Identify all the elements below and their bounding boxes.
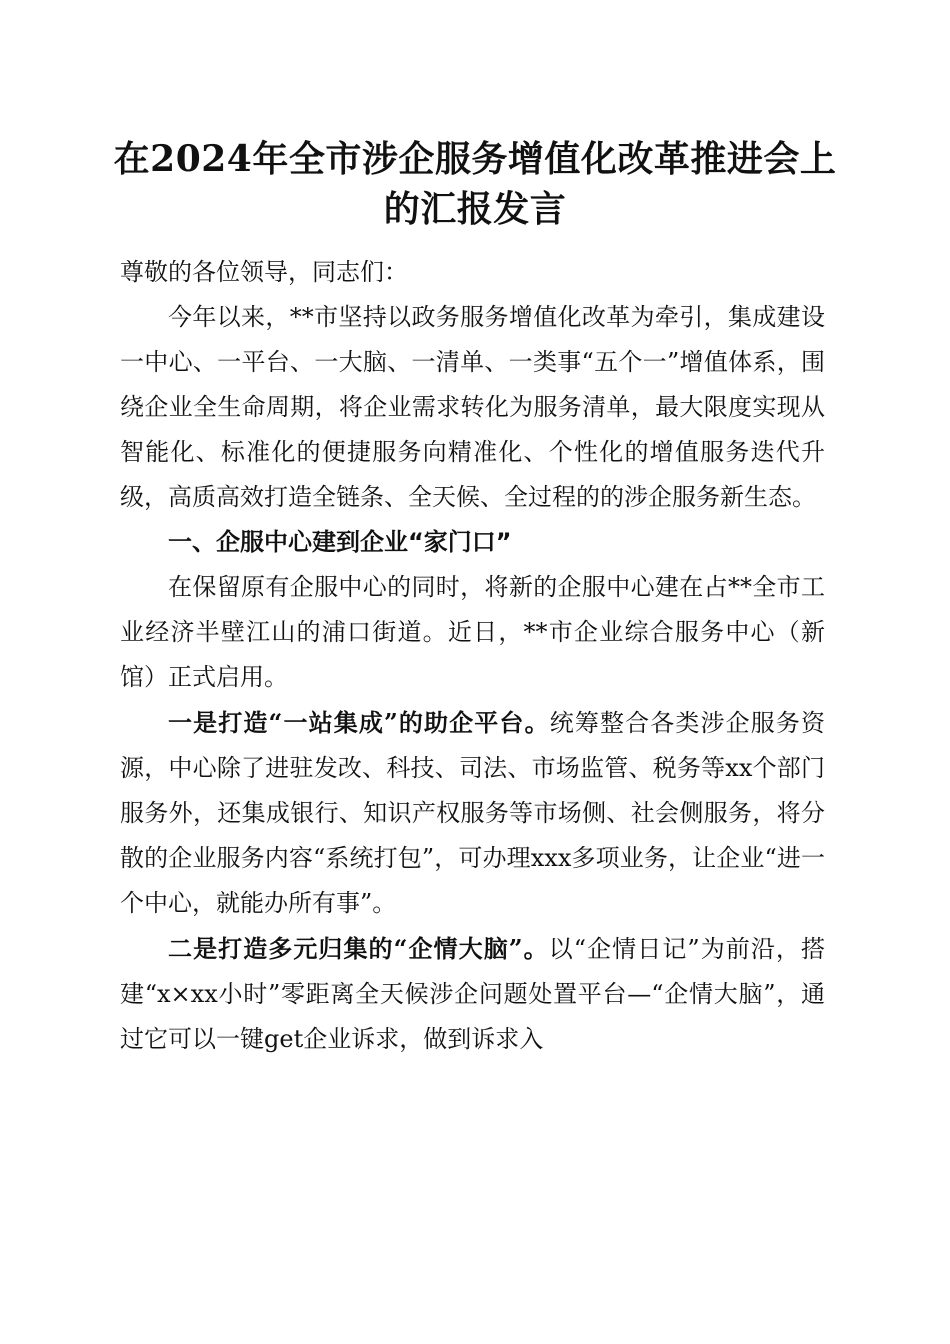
- paragraph-brain-lead: 二是打造多元归集的“企情大脑”。: [168, 934, 549, 963]
- paragraph-one-stop: [120, 700, 825, 926]
- paragraph-center: 在保留原有企服中心的同时，将新的企服中心建在占**全市工业经济半壁江山的浦口街道。近日，**市企业综合服务中心（新馆）正式启用。: [120, 573, 825, 691]
- title-line-1: 在2024年全市涉企服务增值化改革推进会上: [113, 138, 837, 180]
- document-body: [120, 250, 825, 1062]
- section-heading-1: 一、企服中心建到企业“家门口”: [168, 528, 512, 556]
- document-title: [110, 134, 840, 234]
- paragraph-brain: [120, 926, 825, 1062]
- paragraph-one-stop-lead: 一是打造“一站集成”的助企平台。: [168, 708, 550, 737]
- title-line-2: 的汇报发言: [383, 188, 567, 230]
- paragraph-intro: 今年以来，**市坚持以政务服务增值化改革为牵引，集成建设一中心、一平台、一大脑、一清单、一类事“五个一”增值体系，围绕企业全生命周期，将企业需求转化为服务清单，最大限度实现从智能化、标准化的便捷服务向精准化、个性化的增值服务迭代升级，高质高效打造全链条、全天候、全过程的的涉企服务新生态。: [120, 303, 825, 511]
- paragraph-one-stop-text: 统筹整合各类涉企服务资源，中心除了进驻发改、科技、司法、市场监管、税务等xx个部门服务外，还集成银行、知识产权服务等市场侧、社会侧服务，将分散的企业服务内容“系统打包”，可办理xxx多项业务，让企业“进一个中心，就能办所有事”。: [120, 709, 826, 917]
- greeting: 尊敬的各位领导，同志们：: [120, 258, 408, 286]
- paragraph-brain-text: 以“企情日记”为前沿，搭建“x×xx小时”零距离全天候涉企问题处置平台—“企情大脑”，通过它可以一键get企业诉求，做到诉求入: [120, 935, 825, 1053]
